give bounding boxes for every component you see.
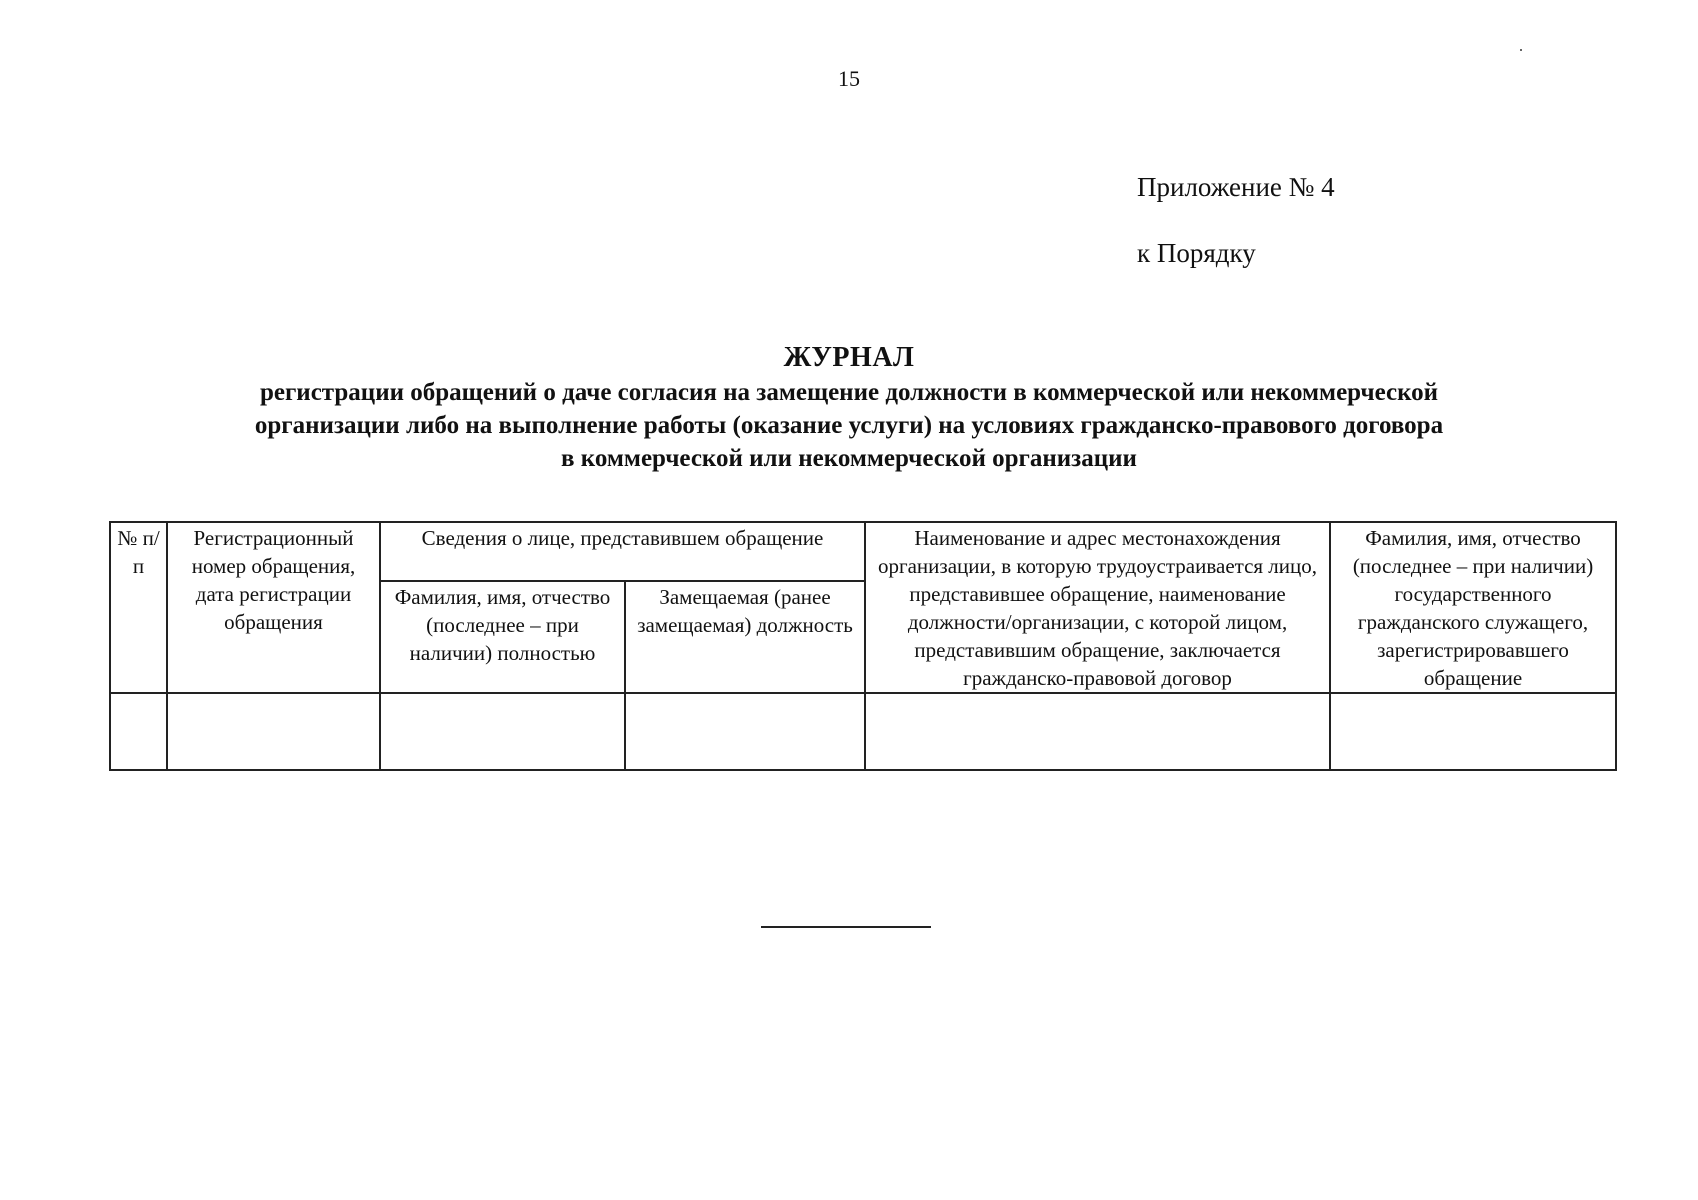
journal-title-block: [100, 340, 1598, 475]
header-person-group: Сведения о лице, представившем обращение: [380, 522, 865, 581]
header-employee: Фамилия, имя, отчество (последнее – при наличии) государственного гражданского служащего, зарегистрировавшего обращение: [1330, 522, 1616, 693]
header-person-position: Замещаемая (ранее замещаемая) должность: [625, 581, 865, 693]
header-person-name: Фамилия, имя, отчество (последнее – при наличии) полностью: [380, 581, 625, 693]
journal-subtitle-line-1: регистрации обращений о даче согласия на замещение должности в коммерческой или некоммерческой: [259, 379, 1439, 406]
table-cell[interactable]: [380, 693, 625, 770]
page-number: 15: [838, 66, 860, 91]
table-cell[interactable]: [110, 693, 167, 770]
header-number: № п/п: [110, 522, 167, 693]
journal-title: ЖУРНАЛ: [783, 342, 915, 373]
table-cell[interactable]: [1330, 693, 1616, 770]
scan-artifact-dot: [1520, 49, 1522, 51]
journal-table: [109, 521, 1617, 771]
header-registration: Регистрационный номер обращения, дата регистрации обращения: [167, 522, 380, 693]
table-row: [110, 693, 1616, 770]
journal-subtitle-line-2: организации либо на выполнение работы (оказание услуги) на условиях гражданско-правового договора: [254, 412, 1444, 439]
appendix-label: Приложение № 4: [1137, 172, 1335, 202]
footer-divider: [761, 926, 931, 928]
appendix-reference: к Порядку: [1137, 238, 1256, 268]
table-header-row: [110, 522, 1616, 581]
table-cell[interactable]: [865, 693, 1330, 770]
journal-subtitle-line-3: в коммерческой или некоммерческой организации: [561, 445, 1137, 472]
header-organization: Наименование и адрес местонахождения организации, в которую трудоустраивается лицо, представившее обращение, наименование должности/организации, с которой лицом, представившим обращение, заключается гражданско-правовой договор: [865, 522, 1330, 693]
table-cell[interactable]: [625, 693, 865, 770]
table-cell[interactable]: [167, 693, 380, 770]
